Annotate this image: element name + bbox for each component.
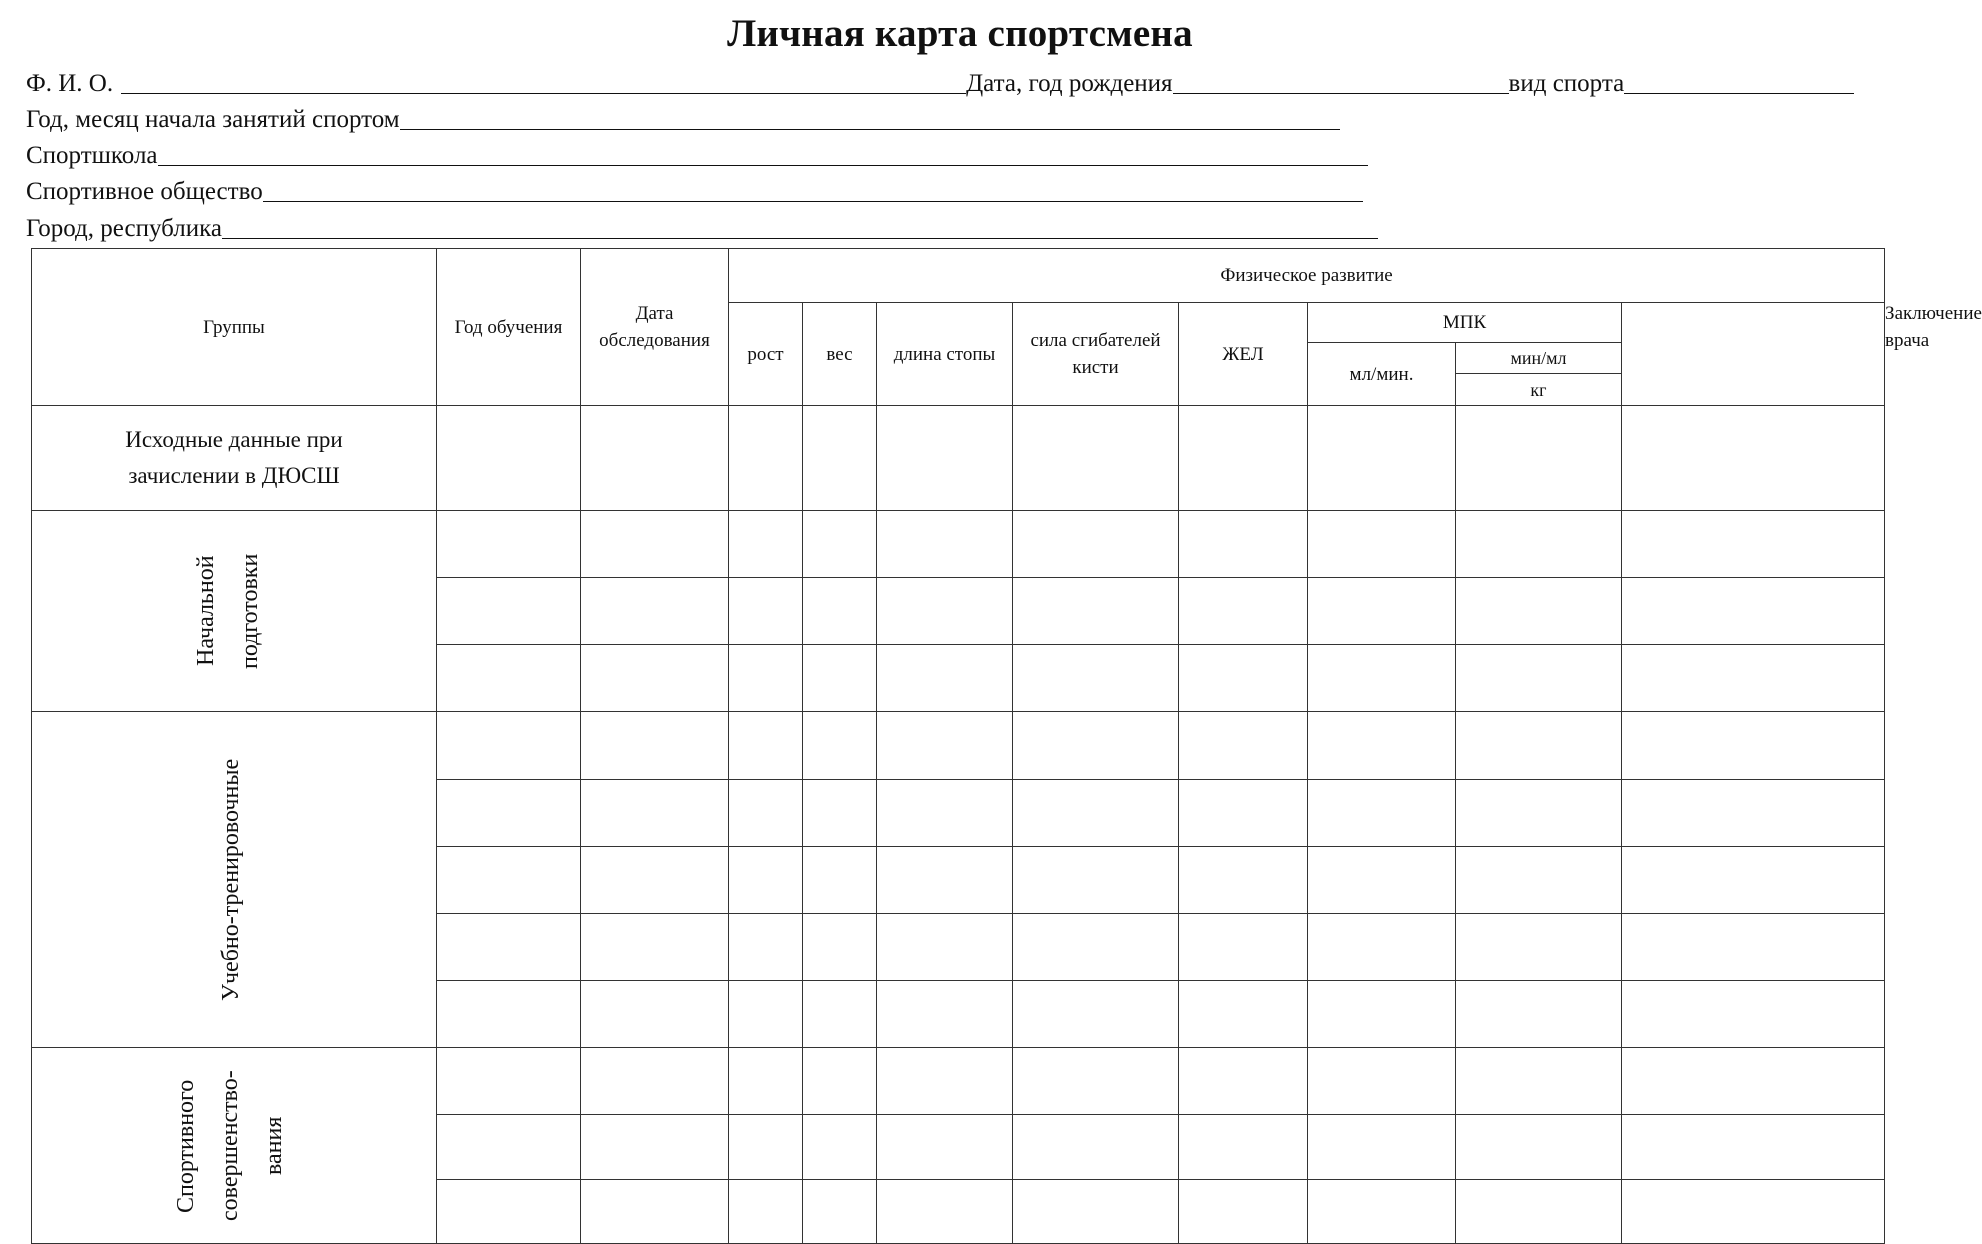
sport-improvement-group [32,1048,437,1244]
height-header: рост [729,303,803,406]
table-row [32,406,1885,510]
sport-improvement-label: Спортивного совершенство-вания [173,1070,287,1222]
start-date-field[interactable] [400,105,1340,130]
sport-society-label: Спортивное общество [26,178,263,205]
mpk-per-kg-denominator: кг [1456,374,1622,406]
city-republic-label: Город, республика [26,215,222,242]
sport-society-row [26,174,1363,206]
groups-header: Группы [32,249,437,406]
fio-field[interactable] [121,69,966,94]
sport-type-label: вид спорта [1508,70,1625,97]
mpk-ml-min-header: мл/мин. [1308,343,1456,406]
study-year-header: Год обучения [437,249,581,406]
table-row [32,510,1885,577]
sport-society-field[interactable] [263,177,1363,202]
fio-row [26,66,1854,98]
form-title: Личная карта спортсмена [727,12,1193,55]
exam-date-header: Дата обследования [581,249,729,406]
foot-length-header: длина стопы [877,303,1013,406]
sport-school-field[interactable] [158,141,1368,166]
mpk-per-kg-numerator: мин/мл [1456,343,1622,374]
sport-type-field[interactable] [1624,69,1854,94]
birth-date-label: Дата, год рождения [966,70,1173,97]
educational-training-group [32,712,437,1048]
vital-capacity-header: ЖЕЛ [1179,303,1308,406]
birth-date-field[interactable] [1173,69,1509,94]
educational-training-label: Учебно-тренировочные [218,758,244,1001]
table-row [32,1048,1885,1115]
wrist-flexor-strength-header: сила сгибателей кисти [1013,303,1179,406]
physical-development-header: Физическое развитие [729,249,1885,303]
start-date-row [26,102,1340,134]
weight-header: вес [803,303,877,406]
initial-training-group [32,510,437,712]
initial-data-label: Исходные данные при зачислении в ДЮСШ [32,406,437,510]
sport-school-label: Спортшкола [26,142,158,169]
start-date-label: Год, месяц начала занятий спортом [26,106,400,133]
table-row [32,712,1885,779]
physical-development-table: Группы Год обучения Дата обследования Физическое развитие Заключение врача рост вес длина стопы сила сгибателей кисти ЖЕЛ МПК мл/мин. мин/мл кг Исходные данные при зачислении в ДЮСШ Начальной подготовки Учебно-тренировочные Спортивного совершенство-вания [31,248,1885,1244]
fio-label: Ф. И. О. [26,70,114,97]
city-republic-field[interactable] [222,214,1378,239]
initial-training-label: Начальной подготовки [193,553,263,669]
mpk-header: МПК [1308,303,1622,343]
sport-school-row [26,138,1368,170]
city-republic-row [26,211,1378,243]
